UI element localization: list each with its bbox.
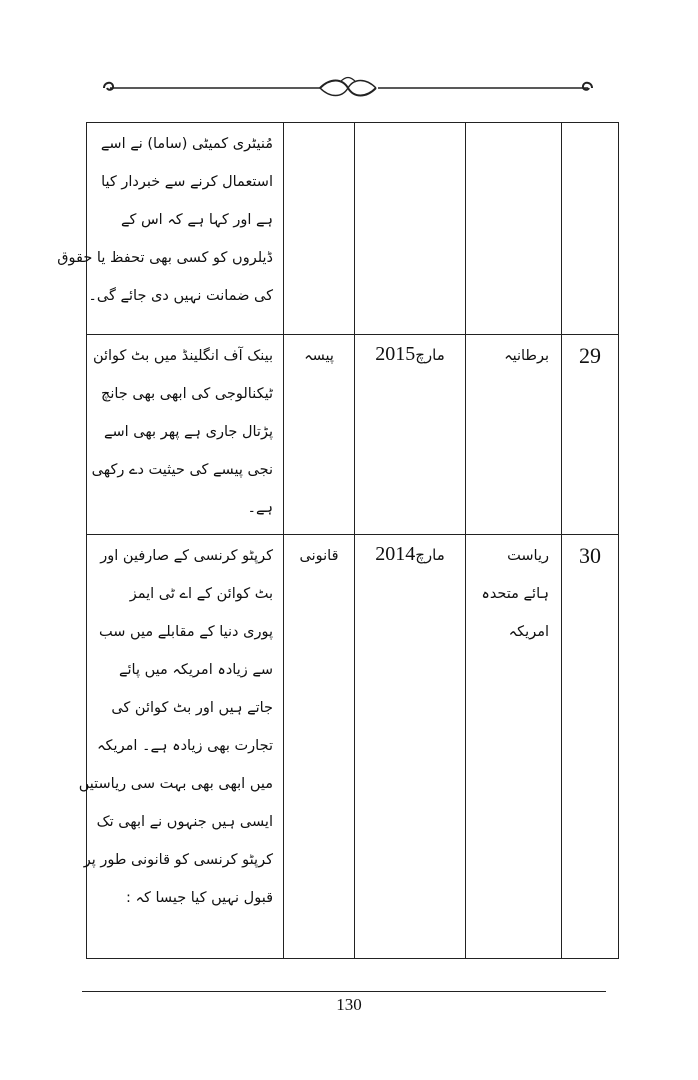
status-cell [284, 123, 355, 335]
description-line: جاتے ہیں اور بٹ کوائن کی [111, 700, 273, 716]
legal-status: پیسہ [304, 348, 334, 364]
row-number: 29 [579, 343, 601, 368]
description-cell [78, 535, 284, 959]
data-table [57, 122, 619, 959]
table-row [87, 535, 619, 959]
country-cell [466, 535, 562, 959]
description-line: سے زیادہ امریکہ میں پائے [119, 662, 273, 678]
description-line: استعمال کرنے سے خبردار کیا [101, 174, 273, 190]
description-line: نجی پیسے کی حیثیت دے رکھی [91, 462, 273, 478]
status-cell [284, 535, 355, 959]
footer-divider [82, 991, 606, 992]
row-number-cell [562, 335, 619, 535]
description-cell [57, 123, 284, 335]
description-line: قبول نہیں کیا جیسا کہ : [126, 890, 273, 906]
date-year: 2015 [375, 343, 416, 365]
description-line: پڑتال جاری ہے پھر بھی اسے [104, 424, 273, 440]
description-line: ہے۔ [247, 500, 273, 516]
description-line: کرپٹو کرنسی کو قانونی طور پر [83, 852, 273, 868]
description-line: پوری دنیا کے مقابلے میں سب [98, 624, 273, 640]
row-number-cell [562, 535, 619, 959]
row-number [562, 123, 618, 131]
description-line: بینک آف انگلینڈ میں بٹ کوائن [92, 348, 273, 364]
description-line: تجارت بھی زیادہ ہے۔ امریکہ [97, 738, 273, 754]
date-cell [355, 535, 466, 959]
description-line: کی ضمانت نہیں دی جائے گی۔ [88, 288, 273, 304]
page-number: 130 [336, 995, 362, 1014]
description-line: ہے اور کہا ہے کہ اس کے [120, 212, 273, 228]
description-line: ایسی ہیں جنہوں نے ابھی تک [96, 814, 273, 830]
date-month: مارچ [415, 346, 445, 364]
row-number: 30 [579, 543, 601, 568]
table-row [87, 123, 619, 335]
description-line: بٹ کوائن کے اے ٹی ایمز [129, 586, 273, 602]
description-line: ڈیلروں کو کسی بھی تحفظ یا حقوق [57, 250, 273, 266]
country-line: ریاست [507, 548, 549, 564]
description-line: میں ابھی بھی بہت سی ریاستیں [78, 776, 273, 792]
header-ornament [88, 70, 608, 106]
legal-status: قانونی [299, 548, 339, 564]
date-cell [355, 123, 466, 335]
country-line: امریکہ [508, 624, 549, 640]
table-row [87, 335, 619, 535]
description-cell [87, 335, 284, 535]
date-year: 2014 [375, 543, 416, 565]
description-line: ٹیکنالوجی کی ابھی بھی جانچ [100, 386, 273, 402]
country-cell [466, 123, 562, 335]
status-cell [284, 335, 355, 535]
date-cell [355, 335, 466, 535]
description-line: کرپٹو کرنسی کے صارفین اور [100, 548, 273, 564]
row-number-cell [562, 123, 619, 335]
description-line: مُنیٹری کمیٹی (ساما) نے اسے [100, 136, 273, 152]
country-cell [466, 335, 562, 535]
country-line: ہائے متحدہ [481, 586, 549, 602]
date-month: مارچ [415, 546, 445, 564]
country-line: برطانیہ [504, 348, 549, 364]
